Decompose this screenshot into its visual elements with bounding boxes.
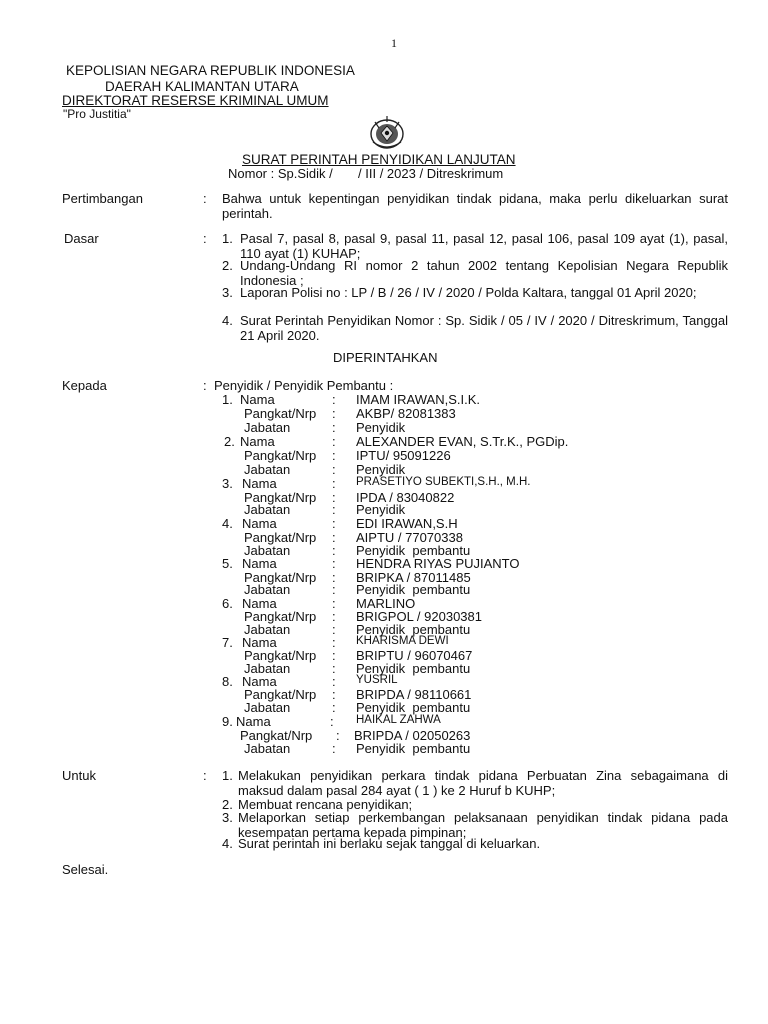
person-colon: : <box>332 476 336 491</box>
person-colon: : <box>332 516 336 531</box>
header-directorate: DIREKTORAT RESERSE KRIMINAL UMUM <box>62 93 329 108</box>
header-institution: KEPOLISIAN NEGARA REPUBLIK INDONESIA <box>66 63 355 78</box>
person-name-row <box>0 635 768 649</box>
person-name: PRASETIYO SUBEKTI,S.H., M.H. <box>356 476 531 488</box>
person-colon: : <box>332 448 336 463</box>
person-rank-label: Pangkat/Nrp <box>244 687 317 702</box>
dasar-colon: : <box>203 231 207 246</box>
dasar-item-no: 2. <box>222 258 233 273</box>
person-name-label: Nama <box>242 596 277 611</box>
person-position: Penyidik pembantu <box>356 700 471 715</box>
person-position: Penyidik pembantu <box>356 543 471 558</box>
person-position-row <box>0 741 768 755</box>
person-colon: : <box>332 687 336 702</box>
person-position-label: Jabatan <box>244 622 291 637</box>
person-rank-label: Pangkat/Nrp <box>244 448 317 463</box>
untuk-item-text: Membuat rencana penyidikan; <box>238 797 413 812</box>
person-position: Penyidik pembantu <box>356 741 471 756</box>
person-colon: : <box>332 406 336 421</box>
person-rank-label: Pangkat/Nrp <box>244 570 317 585</box>
person-rank: IPTU/ 95091226 <box>356 448 451 463</box>
untuk-item-text: Melakukan penyidikan perkara tindak pidana Perbuatan Zina sebagaimana di maksud dalam pasal 284 ayat ( 1 ) ke 2 Huruf b KUHP; <box>238 768 728 798</box>
person-rank: BRIPDA / 98110661 <box>356 687 472 702</box>
dasar-item-text: Surat Perintah Penyidikan Nomor : Sp. Sidik / 05 / IV / 2020 / Ditreskrimum, Tanggal 21 April 2020. <box>240 313 728 343</box>
person-number: 5. <box>222 556 233 571</box>
person-colon: : <box>332 543 336 558</box>
person-rank-label: Pangkat/Nrp <box>244 609 317 624</box>
person-name: ALEXANDER EVAN, S.Tr.K., PGDip. <box>356 434 569 449</box>
person-rank-row <box>0 530 768 544</box>
person-position-row <box>0 462 768 476</box>
dasar-item-text: Laporan Polisi no : LP / B / 26 / IV / 2020 / Polda Kaltara, tanggal 01 April 2020; <box>240 285 697 300</box>
untuk-item-no: 3. <box>222 810 233 825</box>
person-colon: : <box>332 700 336 715</box>
untuk-item-no: 2. <box>222 797 233 812</box>
pertimbangan-label: Pertimbangan <box>62 191 143 206</box>
dasar-item-text: Pasal 7, pasal 8, pasal 9, pasal 11, pasal 12, pasal 106, pasal 109 ayat (1), pasal, 110 ayat (1) KUHAP; <box>240 231 728 261</box>
person-colon: : <box>330 714 334 729</box>
person-rank: BRIPTU / 96070467 <box>356 648 473 663</box>
person-rank-row <box>0 648 768 662</box>
person-position-row <box>0 502 768 516</box>
dasar-item-text: Undang-Undang RI nomor 2 tahun 2002 tentang Kepolisian Negara Republik Indonesia ; <box>240 258 728 288</box>
person-name: EDI IRAWAN,S.H <box>356 516 458 531</box>
person-rank: BRIGPOL / 92030381 <box>356 609 482 624</box>
person-position-label: Jabatan <box>244 741 291 756</box>
dasar-item-no: 3. <box>222 285 233 300</box>
person-rank-row <box>0 406 768 420</box>
kepada-label: Kepada <box>62 378 107 393</box>
person-colon: : <box>332 570 336 585</box>
person-colon: : <box>332 462 336 477</box>
person-position-label: Jabatan <box>244 502 291 517</box>
person-rank: AIPTU / 77070338 <box>356 530 463 545</box>
person-colon: : <box>332 596 336 611</box>
pro-justitia: "Pro Justitia" <box>63 107 131 121</box>
page-number: 1 <box>391 36 397 50</box>
person-colon: : <box>332 609 336 624</box>
pertimbangan-colon: : <box>203 191 207 206</box>
person-name-row <box>0 556 768 570</box>
person-colon: : <box>332 622 336 637</box>
person-colon: : <box>332 434 336 449</box>
person-name-row <box>0 516 768 530</box>
person-position: Penyidik pembantu <box>356 622 471 637</box>
person-rank-label: Pangkat/Nrp <box>244 648 317 663</box>
dasar-item-no: 1. <box>222 231 233 246</box>
person-name: YUSRIL <box>356 674 398 686</box>
person-position: Penyidik <box>356 462 406 477</box>
person-colon: : <box>332 490 336 505</box>
police-emblem-icon <box>367 112 407 152</box>
header-region: DAERAH KALIMANTAN UTARA <box>105 79 299 94</box>
person-position: Penyidik <box>356 502 406 517</box>
person-position: Penyidik pembantu <box>356 582 471 597</box>
person-colon: : <box>332 420 336 435</box>
person-rank-row <box>0 609 768 623</box>
person-colon: : <box>332 530 336 545</box>
person-position-row <box>0 420 768 434</box>
person-position-label: Jabatan <box>244 700 291 715</box>
person-number: 1. <box>222 392 233 407</box>
person-position-label: Jabatan <box>244 661 291 676</box>
person-colon: : <box>336 728 340 743</box>
person-rank-label: Pangkat/Nrp <box>244 530 317 545</box>
person-rank-row <box>0 728 768 742</box>
person-name-row <box>0 476 768 490</box>
person-position-label: Jabatan <box>244 420 291 435</box>
person-position-row <box>0 543 768 557</box>
diperintahkan-heading: DIPERINTAHKAN <box>333 350 438 365</box>
person-name: KHARISMA DEWI <box>356 635 449 647</box>
person-name-label: Nama <box>242 476 277 491</box>
person-position-row <box>0 622 768 636</box>
person-colon: : <box>332 741 336 756</box>
person-number: 4. <box>222 516 233 531</box>
person-rank-row <box>0 687 768 701</box>
person-colon: : <box>332 661 336 676</box>
person-name-row <box>0 674 768 688</box>
person-position: Penyidik pembantu <box>356 661 471 676</box>
person-colon: : <box>332 582 336 597</box>
person-colon: : <box>332 392 336 407</box>
person-rank: IPDA / 83040822 <box>356 490 455 505</box>
document-number: Nomor : Sp.Sidik / / III / 2023 / Ditreskrimum <box>228 166 504 181</box>
person-name-label: Nama <box>240 434 275 449</box>
person-name-label: Nama <box>242 674 277 689</box>
person-name-row <box>0 596 768 610</box>
person-colon: : <box>332 556 336 571</box>
untuk-label: Untuk <box>62 768 96 783</box>
person-rank-label: Pangkat/Nrp <box>244 490 317 505</box>
closing-text: Selesai. <box>62 862 109 877</box>
person-name-label: Nama <box>236 714 271 729</box>
person-name-label: Nama <box>242 516 277 531</box>
dasar-label: Dasar <box>64 231 99 246</box>
person-colon: : <box>332 502 336 517</box>
person-name: MARLINO <box>356 596 416 611</box>
person-name: HAIKAL ZAHWA <box>356 714 441 726</box>
person-number: 3. <box>222 476 233 491</box>
person-name-label: Nama <box>242 556 277 571</box>
person-position-label: Jabatan <box>244 462 291 477</box>
person-name-row <box>0 392 768 406</box>
untuk-colon: : <box>203 768 207 783</box>
person-number: 8. <box>222 674 233 689</box>
pertimbangan-text: Bahwa untuk kepentingan penyidikan tindak pidana, maka perlu dikeluarkan surat perintah. <box>222 191 728 221</box>
person-name-row <box>0 714 768 728</box>
person-name-label: Nama <box>240 392 275 407</box>
untuk-item-text: Melaporkan setiap perkembangan pelaksanaan penyidikan tindak pidana pada kesempatan pertama kepada pimpinan; <box>238 810 728 840</box>
person-rank: BRIPKA / 87011485 <box>356 570 471 585</box>
person-name: IMAM IRAWAN,S.I.K. <box>356 392 480 407</box>
kepada-intro: Penyidik / Penyidik Pembantu : <box>214 378 394 393</box>
person-number: 2. <box>224 434 235 449</box>
person-colon: : <box>332 635 336 650</box>
person-position-row <box>0 582 768 596</box>
untuk-item-text: Surat perintah ini berlaku sejak tanggal di keluarkan. <box>238 836 541 851</box>
untuk-item-no: 4. <box>222 836 233 851</box>
dasar-item-no: 4. <box>222 313 233 328</box>
kepada-colon: : <box>203 378 207 393</box>
person-number: 7. <box>222 635 233 650</box>
untuk-item-no: 1. <box>222 768 233 783</box>
person-rank-label: Pangkat/Nrp <box>244 406 317 421</box>
person-position-label: Jabatan <box>244 582 291 597</box>
person-name-label: Nama <box>242 635 277 650</box>
person-number: 9. <box>222 714 233 729</box>
person-name-row <box>0 434 768 448</box>
person-position: Penyidik <box>356 420 406 435</box>
person-position-label: Jabatan <box>244 543 291 558</box>
person-colon: : <box>332 674 336 689</box>
person-name: HENDRA RIYAS PUJIANTO <box>356 556 520 571</box>
person-position-row <box>0 700 768 714</box>
person-rank: AKBP/ 82081383 <box>356 406 456 421</box>
person-number: 6. <box>222 596 233 611</box>
person-rank-label: Pangkat/Nrp <box>240 728 313 743</box>
person-colon: : <box>332 648 336 663</box>
person-rank-row <box>0 448 768 462</box>
document-title: SURAT PERINTAH PENYIDIKAN LANJUTAN <box>242 152 516 167</box>
person-rank: BRIPDA / 02050263 <box>354 728 471 743</box>
person-position-row <box>0 661 768 675</box>
